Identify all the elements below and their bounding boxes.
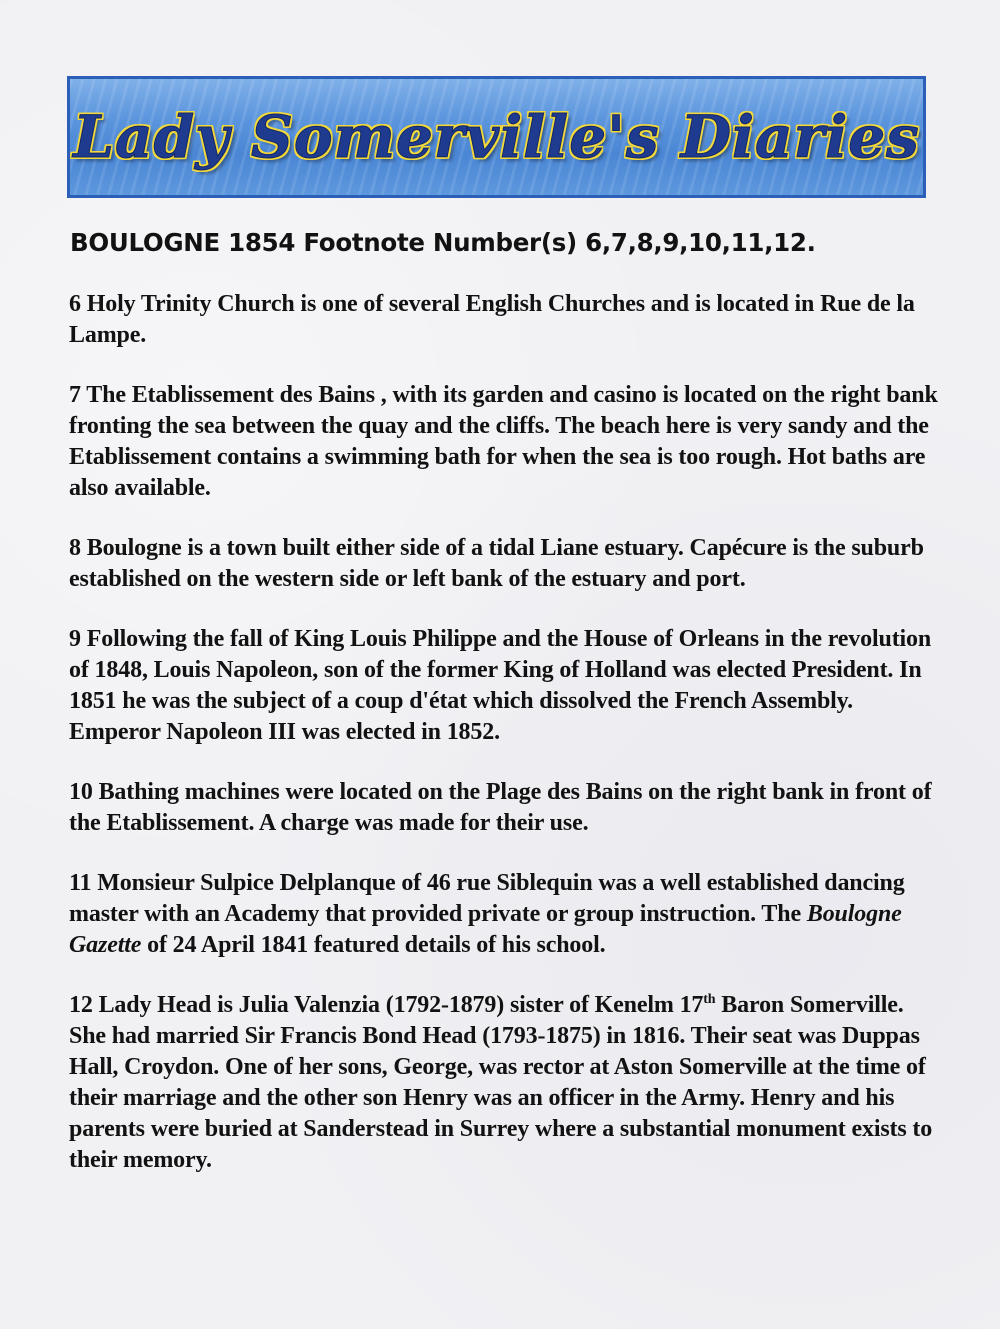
footnote-text: The Etablissement des Bains , with its garden and casino is located on the right bank fronting the sea between the quay and the cliffs. The beach here is very sandy and the Etablissement contains a swimming bath for when the sea is too rough. Hot baths are also available. [69,382,938,501]
footnote-list [69,289,939,1205]
footnote-text-after: Baron Somerville. She had married Sir Francis Bond Head (1793-1875) in 1816. Their seat was Duppas Hall, Croydon. One of her sons, George, was rector at Aston Somerville at the time of their marriage and the other son Henry was an officer in the Army. Henry and his parents were buried at Sanderstead in Surrey where a substantial monument exists to their memory. [69,992,933,1173]
footnote-text-before: Monsieur Sulpice Delplanque of 46 rue Siblequin was a well established dancing master with an Academy that provided private or group instruction. The [69,870,905,927]
footnote-number: 9 [69,626,81,652]
footnote-text-before: Lady Head is Julia Valenzia (1792-1879) sister of Kenelm 17 [98,992,704,1018]
footnote-number: 6 [69,291,81,317]
footnote-text: Boulogne is a town built either side of a tidal Liane estuary. Capécure is the suburb established on the western side or left bank of the estuary and port. [69,535,924,592]
footnote-number: 7 [69,382,81,408]
banner-title: Lady Somerville's Diaries [73,103,920,171]
footnote-text: Following the fall of King Louis Philippe and the House of Orleans in the revolution of 1848, Louis Napoleon, son of the former King of Holland was elected President. In 1851 he was the subject of a coup d'état which dissolved the French Assembly. Emperor Napoleon III was elected in 1852. [69,626,932,745]
footnote-7 [69,380,939,504]
footnote-number: 8 [69,535,81,561]
footnote-11 [69,868,939,961]
footnote-number: 10 [69,779,93,805]
footnote-number: 12 [69,992,93,1018]
footnote-text-after: of 24 April 1841 featured details of his school. [147,932,606,958]
footnote-12 [69,990,939,1176]
footnote-text: Bathing machines were located on the Plage des Bains on the right bank in front of the Etablissement. A charge was made for their use. [69,779,932,836]
footnote-9 [69,624,939,748]
footnote-8 [69,533,939,595]
footnote-6 [69,289,939,351]
ordinal-suffix: th [703,992,716,1007]
publication-title: Boulogne Gazette [69,901,902,958]
page-heading: BOULOGNE 1854 Footnote Number(s) 6,7,8,9,10,11,12. [70,228,816,257]
footnote-10 [69,777,939,839]
title-banner [67,76,926,198]
footnote-number: 11 [69,870,92,896]
footnote-text: Holy Trinity Church is one of several English Churches and is located in Rue de la Lampe. [69,291,915,348]
